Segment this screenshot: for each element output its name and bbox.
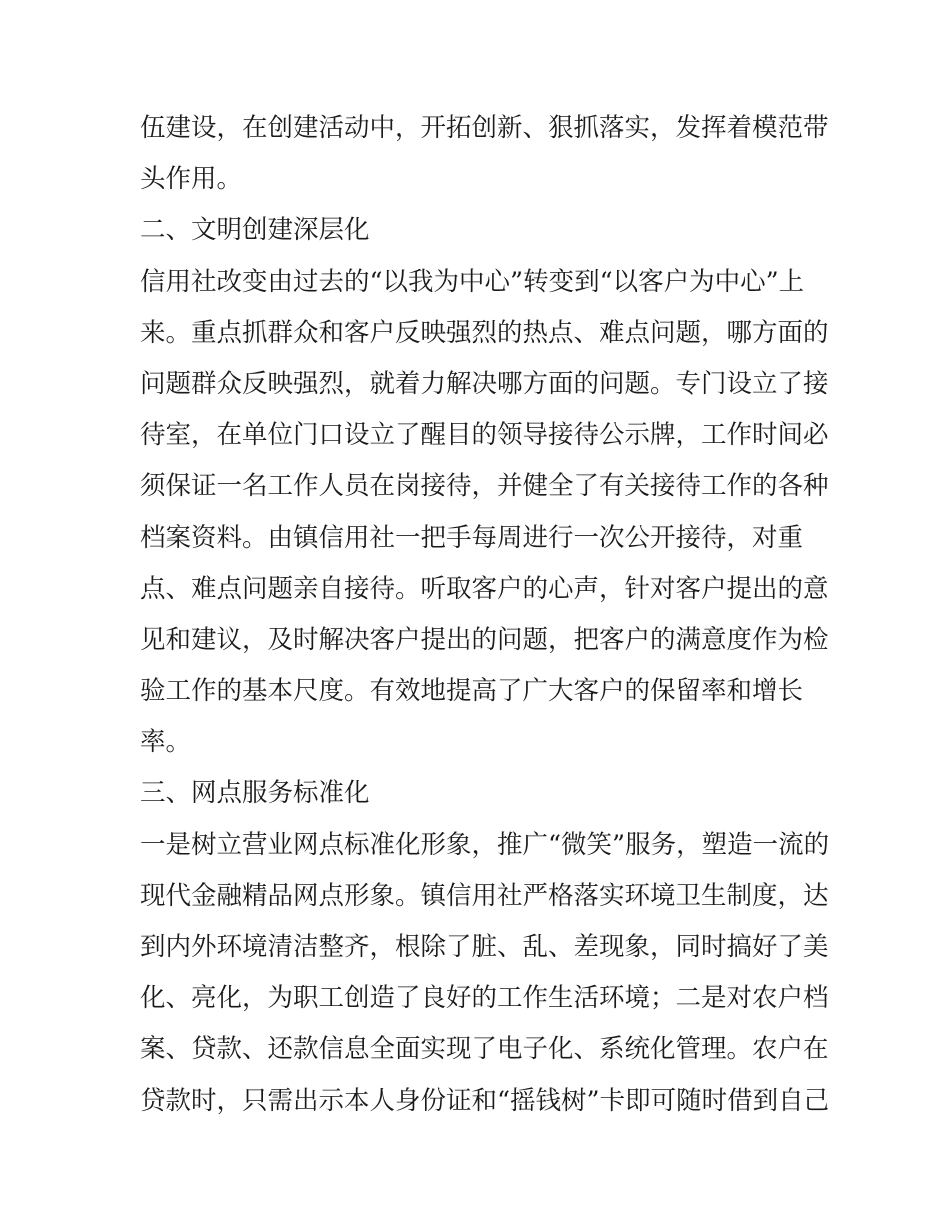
text-line: 贷款时，只需出示本人身份证和“摇钱树”卡即可随时借到自己 xyxy=(140,1085,830,1116)
text-line: 须保证一名工作人员在岗接待，并健全了有关接待工作的各种 xyxy=(140,471,829,502)
text-line: 待室，在单位门口设立了醒目的领导接待公示牌，工作时间必 xyxy=(140,420,829,451)
text-line: 化、亮化，为职工创造了良好的工作生活环境；二是对农户档 xyxy=(140,983,829,1014)
text-line: 伍建设，在创建活动中，开拓创新、狠抓落实，发挥着模范带 xyxy=(140,113,829,143)
text-line: 信用社改变由过去的“以我为中心”转变到“以客户为中心”上 xyxy=(140,266,805,297)
text-line: 案、贷款、还款信息全面实现了电子化、系统化管理。农户在 xyxy=(140,1034,829,1065)
text-line: 来。重点抓群众和客户反映强烈的热点、难点问题，哪方面的 xyxy=(140,317,829,348)
text-line: 档案资料。由镇信用社一把手每周进行一次公开接待，对重 xyxy=(140,522,804,553)
text-line: 见和建议，及时解决客户提出的问题，把客户的满意度作为检 xyxy=(140,624,829,655)
text-line: 头作用。 xyxy=(140,164,243,195)
text-line: 点、难点问题亲自接待。听取客户的心声，针对客户提出的意 xyxy=(140,573,829,604)
section-heading: 三、网点服务标准化 xyxy=(140,778,370,809)
text-line: 一是树立营业网点标准化形象，推广“微笑”服务，塑造一流的 xyxy=(140,829,830,860)
text-line: 验工作的基本尺度。有效地提高了广大客户的保留率和增长 xyxy=(140,676,804,707)
section-heading: 二、文明创建深层化 xyxy=(140,215,370,246)
text-line: 率。 xyxy=(140,727,192,758)
text-line: 问题群众反映强烈，就着力解决哪方面的问题。专门设立了接 xyxy=(140,368,829,399)
text-line: 现代金融精品网点形象。镇信用社严格落实环境卫生制度，达 xyxy=(140,880,829,911)
document-body xyxy=(140,103,830,1127)
text-line: 到内外环境清洁整齐，根除了脏、乱、差现象，同时搞好了美 xyxy=(140,932,829,962)
